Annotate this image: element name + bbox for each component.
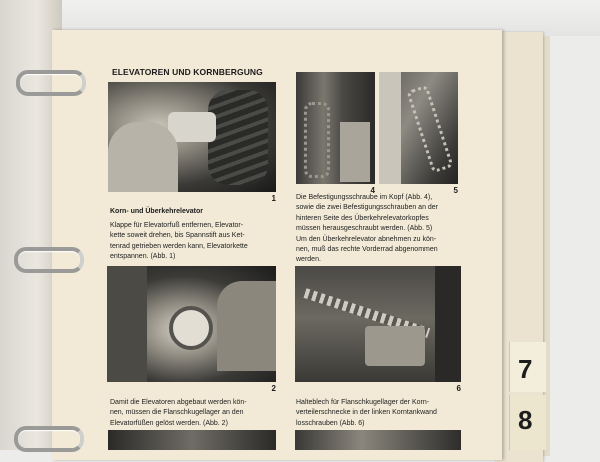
figure-5-photo	[379, 72, 458, 184]
text-line: Elevatorfüßen gelöst werden. (Abb. 2)	[110, 419, 228, 427]
page-heading: ELEVATOREN UND KORNBERGUNG	[112, 67, 263, 77]
figure-4-photo	[296, 72, 375, 184]
text-line: kette soweit drehen, bis Spannstift aus Ket-	[110, 232, 245, 240]
text-line: verteilerschnecke in der linken Korntankwand	[296, 409, 437, 417]
section-tab-7[interactable]	[509, 342, 546, 392]
section-title: Korn- und Überkehrelevator	[110, 208, 203, 215]
text-line: nen, müssen die Flanschkugellager an den	[110, 409, 244, 417]
tab-label: 8	[518, 405, 533, 435]
figure-4-number: 4	[370, 186, 375, 195]
figure-1-number: 1	[271, 194, 276, 203]
figure-6-photo	[295, 266, 461, 382]
text-line: hinteren Seite des Überkehrelevatorkopfes	[296, 214, 429, 222]
text-line: werden.	[296, 256, 321, 264]
binder-ring-bottom	[14, 426, 84, 452]
text-line: Die Befestigungsschraube im Kopf (Abb. 4),	[296, 194, 433, 201]
section-45-paragraph	[296, 193, 460, 266]
text-line: nen, muß das rechte Vorderrad abgenommen	[296, 246, 438, 254]
text-line: Halteblech für Flanschkugellager der Korn-	[296, 399, 430, 406]
text-line: Damit die Elevatoren abgebaut werden kön-	[110, 399, 247, 406]
text-line: tenrad getrieben werden kann, Elevatorkette	[110, 242, 248, 250]
text-line: müssen herausgeschraubt werden. (Abb. 5)	[296, 225, 433, 233]
text-line: entspannen. (Abb. 1)	[110, 253, 176, 261]
figure-6-number: 6	[456, 384, 461, 393]
text-line: Um den Überkehrelevator abnehmen zu kön-	[296, 235, 437, 243]
figure-5-number: 5	[453, 186, 458, 195]
figure-2-photo	[107, 266, 276, 382]
figure-1-photo	[108, 82, 276, 192]
next-photo-left	[108, 430, 276, 450]
section-tab-8[interactable]	[509, 395, 546, 450]
section-2-paragraph	[110, 398, 276, 429]
text-line: losschrauben (Abb. 6)	[296, 419, 365, 427]
figure-2-number: 2	[271, 384, 276, 393]
section-6-paragraph	[296, 398, 462, 429]
section-1-paragraph	[110, 221, 276, 263]
text-line: Klappe für Elevatorfuß entfernen, Elevator-	[110, 222, 244, 229]
tab-label: 7	[518, 354, 533, 384]
next-photo-right	[295, 430, 461, 450]
binder-ring-top	[16, 70, 86, 96]
binder-ring-middle	[14, 247, 84, 273]
text-line: sowie die zwei Befestigungsschrauben an der	[296, 204, 439, 212]
